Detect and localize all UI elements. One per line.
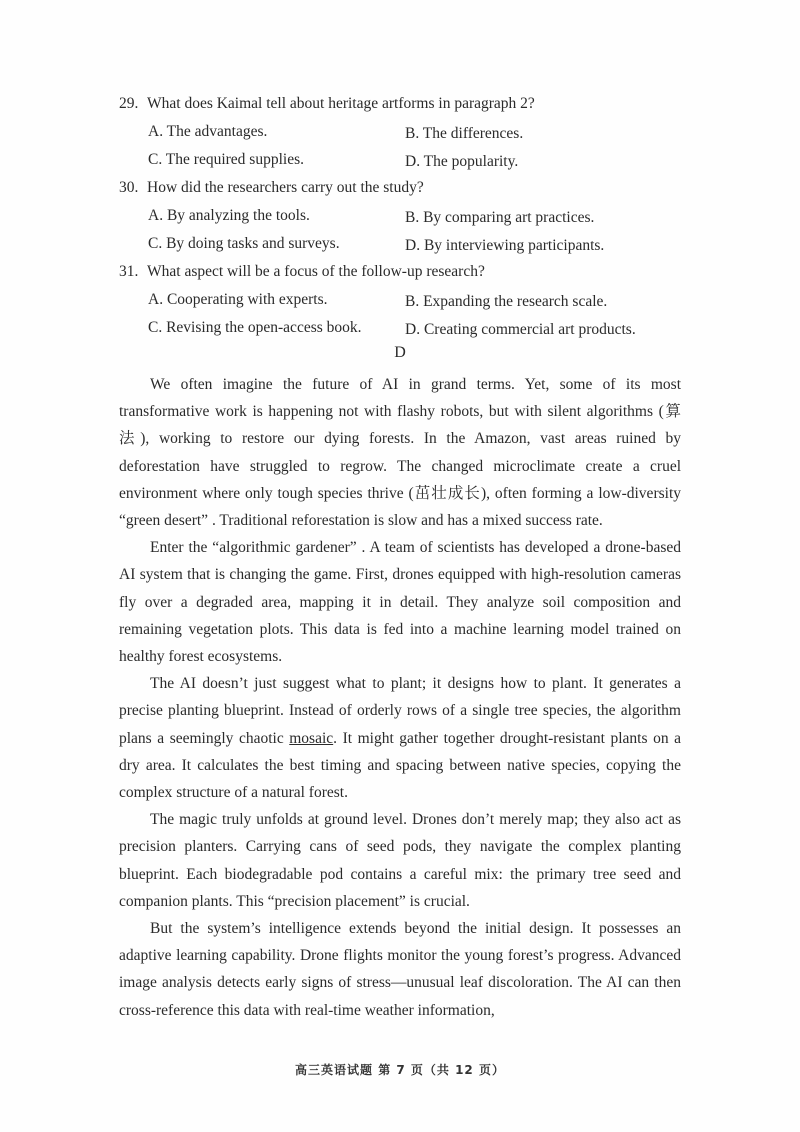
question-number: 31. [119,263,139,280]
question-number: 29. [119,95,139,112]
underlined-word-mosaic: mosaic [289,729,334,747]
page-footer: 高三英语试题 第 7 页（共 12 页） [295,1063,505,1077]
option-31-b: B. Expanding the research scale. [405,293,608,310]
option-30-b: B. By comparing art practices. [405,209,595,226]
paragraph-5: But the system’s intelligence extends beyond the initial design. It possesses an adaptive learning capability. Drone flights monitor the young forest’s progress. Advanced image analysis detects early signs of stress—unusual leaf discoloration. The AI can then cross-reference this data with real-time weather information, [119,920,681,1019]
option-31-d: D. Creating commercial art products. [405,321,636,338]
question-30 [119,178,424,198]
option-29-b: B. The differences. [405,125,524,142]
option-30-c: C. By doing tasks and surveys. [148,235,340,252]
paragraph-3 [119,670,681,806]
section-heading: D [394,344,406,361]
option-29-a: A. The advantages. [148,123,268,140]
paragraph-3-text-a: The AI doesn’t just suggest what to plant; it designs how to plant. It generates a precise planting blueprint. Instead of orderly rows of a single tree species, the algorithm plans a seemingly chaotic [119,675,681,747]
option-29-c: C. The required supplies. [148,151,304,168]
paragraph-2: Enter the “algorithmic gardener” . A team of scientists has developed a drone-based AI system that is changing the game. First, drones equipped with high-resolution cameras fly over a degraded area, mapping it in detail. They analyze soil composition and remaining vegetation plots. This data is fed into a machine learning model trained on healthy forest ecosystems. [119,539,681,666]
question-text: How did the researchers carry out the study? [147,179,424,196]
option-30-d: D. By interviewing participants. [405,237,605,254]
paragraph-4: The magic truly unfolds at ground level. Drones don’t merely map; they also act as precision planters. Carrying cans of seed pods, they navigate the complex planting blueprint. Each biodegradable pod contains a careful mix: the primary tree seed and companion plants. This “precision placement” is crucial. [119,811,681,910]
reading-passage [119,371,681,1024]
option-30-a: A. By analyzing the tools. [148,207,310,224]
question-29 [119,94,535,114]
paragraph-3-text-b: . It might gather together drought-resistant plants on a dry area. It calculates the best timing and spacing between native species, copying the complex structure of a natural forest. [119,729,681,802]
option-31-c: C. Revising the open-access book. [148,319,362,336]
option-29-d: D. The popularity. [405,153,519,170]
question-text: What aspect will be a focus of the follow-up research? [147,263,485,280]
question-31 [119,262,485,282]
option-31-a: A. Cooperating with experts. [148,291,328,308]
question-text: What does Kaimal tell about heritage artforms in paragraph 2? [147,95,535,112]
paragraph-1: We often imagine the future of AI in grand terms. Yet, some of its most transformative work is happening not with flashy robots, but with silent algorithms (算法), working to restore our dying forests. In the Amazon, vast areas ruined by deforestation have struggled to regrow. The changed microclimate create a cruel environment where only tough species thrive (茁壮成长), often forming a low-diversity “green desert” . Traditional reforestation is slow and has a mixed success rate. [119,376,681,530]
question-number: 30. [119,179,139,196]
